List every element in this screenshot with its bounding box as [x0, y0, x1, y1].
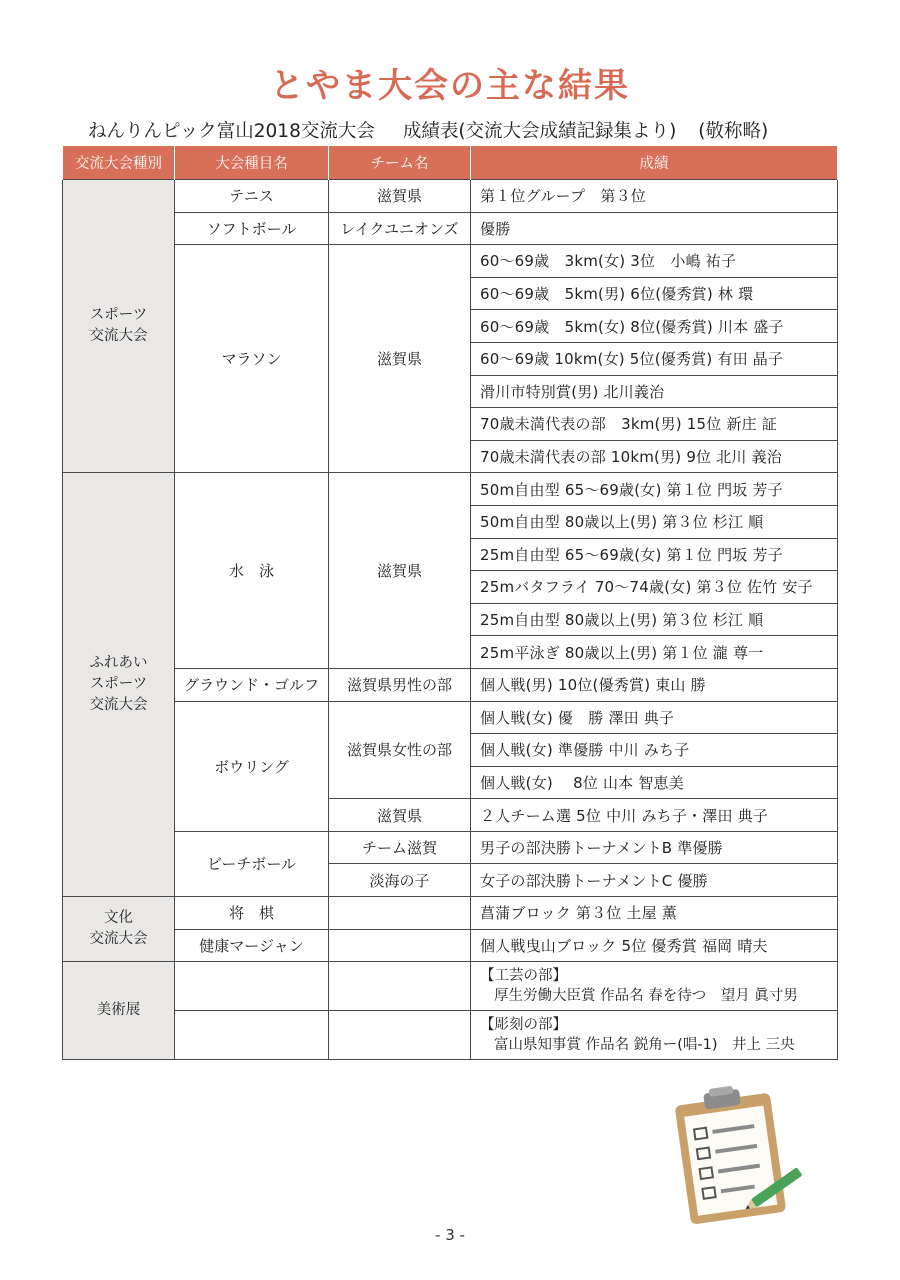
table-row: [63, 668, 838, 701]
event-bowling: ボウリング: [175, 701, 329, 831]
team-cell: 滋賀県: [329, 799, 471, 832]
table-row: [63, 245, 838, 278]
event-groundgolf: グラウンド・ゴルフ: [175, 668, 329, 701]
page-number: - 3 -: [435, 1226, 465, 1244]
result-cell: 個人戦(女) 準優勝 中川 みち子: [471, 734, 838, 767]
result-cell-art: [471, 1011, 838, 1060]
team-cell: 滋賀県: [329, 180, 471, 213]
table-subtitle: [88, 117, 768, 143]
result-cell: 50m自由型 80歳以上(男) 第３位 杉江 順: [471, 505, 838, 538]
header-team: チーム名: [329, 146, 471, 180]
result-cell: 60～69歳 5km(女) 8位(優秀賞) 川本 盛子: [471, 310, 838, 343]
table-header-row: [63, 146, 838, 180]
result-cell: 第１位グループ 第３位: [471, 180, 838, 213]
event-cell-empty: [175, 1011, 329, 1060]
table-row: [63, 897, 838, 930]
team-cell: レイクユニオンズ: [329, 212, 471, 245]
result-cell: 25mバタフライ 70～74歳(女) 第３位 佐竹 安子: [471, 571, 838, 604]
event-marathon: マラソン: [175, 245, 329, 473]
result-cell: 25m平泳ぎ 80歳以上(男) 第１位 瀧 尊一: [471, 636, 838, 669]
table-row: [63, 1011, 838, 1060]
header-category: 交流大会種別: [63, 146, 175, 180]
result-cell: 60～69歳 5km(男) 6位(優秀賞) 林 環: [471, 277, 838, 310]
subtitle-note: (敬称略): [698, 121, 769, 142]
table-row: [63, 831, 838, 864]
event-cell-empty: [175, 962, 329, 1011]
result-cell: 50m自由型 65～69歳(女) 第１位 門坂 芳子: [471, 473, 838, 506]
event-mahjong: 健康マージャン: [175, 929, 329, 962]
category-bunka: [63, 897, 175, 962]
art-section-heading: 【工芸の部】: [480, 968, 567, 985]
result-cell: 個人戦(女) 8位 山本 智恵美: [471, 766, 838, 799]
page-title: とやま大会の主な結果: [270, 66, 630, 106]
result-cell: 優勝: [471, 212, 838, 245]
event-swimming: 水 泳: [175, 473, 329, 669]
category-line: スポーツ: [89, 307, 148, 324]
art-award: 厚生労働大臣賞 作品名 春を待つ 望月 眞寸男: [494, 988, 798, 1005]
clipboard-checklist-icon: [660, 1080, 810, 1230]
team-cell: チーム滋賀: [329, 831, 471, 864]
result-cell: 70歳未満代表の部 10km(男) 9位 北川 義治: [471, 440, 838, 473]
result-cell: 男子の部決勝トーナメントB 準優勝: [471, 831, 838, 864]
category-fureai: [63, 473, 175, 897]
result-cell: 個人戦(男) 10位(優秀賞) 東山 勝: [471, 668, 838, 701]
table-row: [63, 212, 838, 245]
result-cell: 女子の部決勝トーナメントC 優勝: [471, 864, 838, 897]
team-cell: 滋賀県: [329, 473, 471, 669]
table-row: [63, 962, 838, 1011]
result-cell: 個人戦曳山ブロック 5位 優秀賞 福岡 晴夫: [471, 929, 838, 962]
team-cell-empty: [329, 897, 471, 930]
team-cell: 滋賀県: [329, 245, 471, 473]
category-line: スポーツ: [89, 676, 148, 693]
team-cell-empty: [329, 929, 471, 962]
art-section-heading: 【彫刻の部】: [480, 1017, 567, 1034]
result-cell: ２人チーム選 5位 中川 みち子・澤田 典子: [471, 799, 838, 832]
team-cell: 淡海の子: [329, 864, 471, 897]
table-row: [63, 473, 838, 506]
art-award: 富山県知事賞 作品名 鋭角ー(唱-1) 井上 三央: [494, 1037, 795, 1054]
category-line: 交流大会: [89, 328, 148, 345]
subtitle-event: ねんりんピック富山2018交流大会: [88, 121, 375, 142]
result-cell: 菖蒲ブロック 第３位 土屋 薫: [471, 897, 838, 930]
result-cell: 25m自由型 65～69歳(女) 第１位 門坂 芳子: [471, 538, 838, 571]
category-line: ふれあい: [89, 655, 148, 672]
table-row: [63, 929, 838, 962]
event-softball: ソフトボール: [175, 212, 329, 245]
category-line: 文化: [104, 910, 133, 927]
team-cell: 滋賀県男性の部: [329, 668, 471, 701]
result-cell: 25m自由型 80歳以上(男) 第３位 杉江 順: [471, 603, 838, 636]
results-table: [62, 146, 838, 1060]
header-event: 大会種目名: [175, 146, 329, 180]
event-shogi: 将 棋: [175, 897, 329, 930]
table-row: [63, 180, 838, 213]
table-row: [63, 701, 838, 734]
result-cell: 60～69歳 10km(女) 5位(優秀賞) 有田 晶子: [471, 342, 838, 375]
team-cell-empty: [329, 1011, 471, 1060]
category-line: 交流大会: [89, 931, 148, 948]
category-sports: [63, 180, 175, 473]
category-bijutsu: 美術展: [63, 962, 175, 1060]
category-line: 交流大会: [89, 697, 148, 714]
team-cell: 滋賀県女性の部: [329, 701, 471, 799]
event-tennis: テニス: [175, 180, 329, 213]
subtitle-source: 成績表(交流大会成績記録集より): [402, 121, 677, 142]
header-result: 成績: [471, 146, 838, 180]
result-cell: 60～69歳 3km(女) 3位 小嶋 祐子: [471, 245, 838, 278]
result-cell: 個人戦(女) 優 勝 澤田 典子: [471, 701, 838, 734]
result-cell: 滑川市特別賞(男) 北川義治: [471, 375, 838, 408]
result-cell-art: [471, 962, 838, 1011]
result-cell: 70歳未満代表の部 3km(男) 15位 新庄 証: [471, 408, 838, 441]
event-beachball: ビーチボール: [175, 831, 329, 896]
team-cell-empty: [329, 962, 471, 1011]
